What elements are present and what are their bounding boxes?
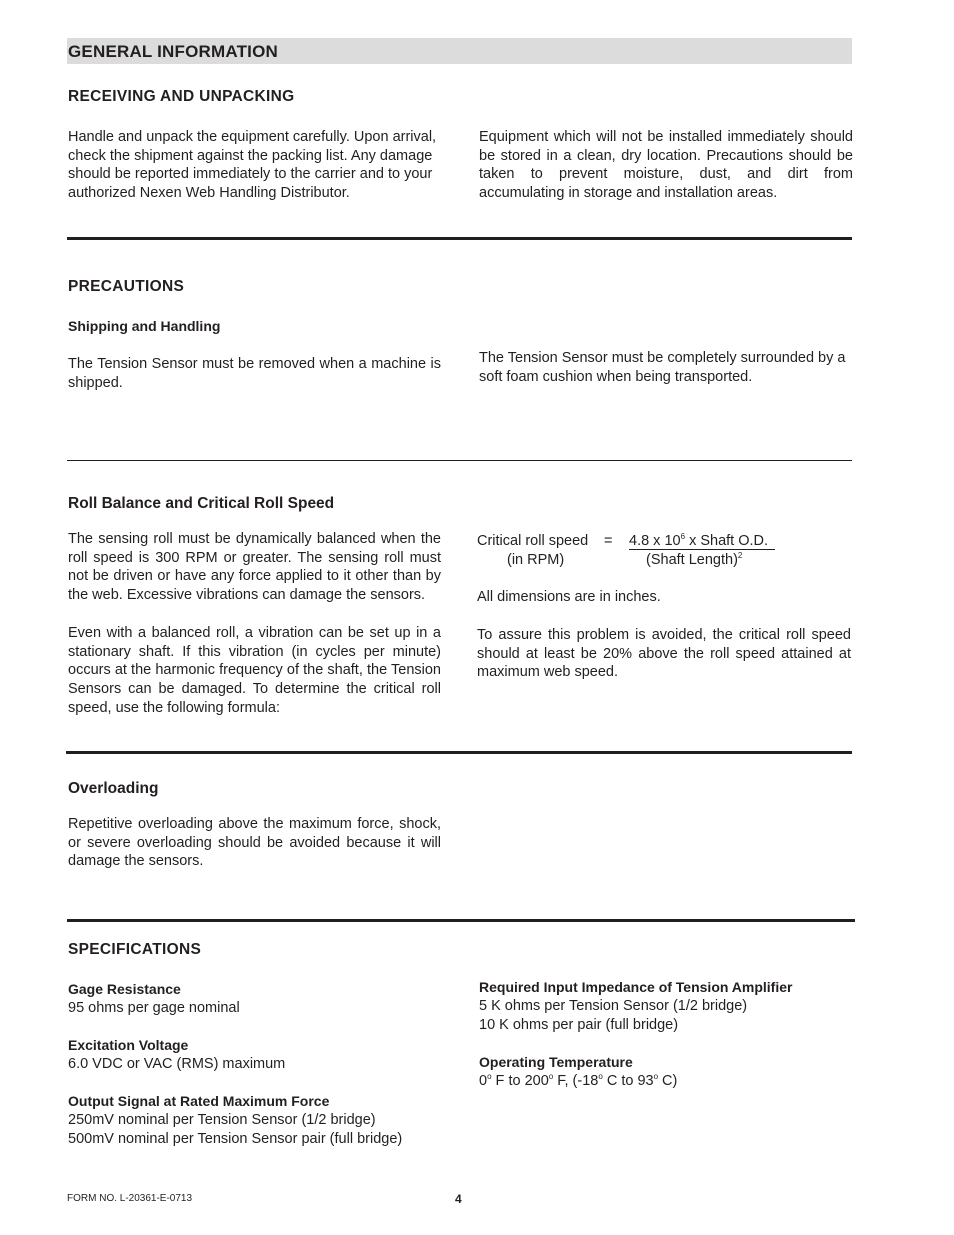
receiving-heading: RECEIVING AND UNPACKING bbox=[68, 88, 295, 105]
specifications-heading: SPECIFICATIONS bbox=[68, 941, 202, 958]
input-impedance-title: Required Input Impedance of Tension Amplifier bbox=[479, 979, 793, 995]
dimensions-note: All dimensions are in inches. bbox=[477, 589, 661, 605]
gage-resistance-title: Gage Resistance bbox=[68, 981, 181, 997]
section-divider bbox=[67, 919, 855, 922]
shipping-left-text: The Tension Sensor must be removed when a machine is shipped. bbox=[68, 356, 441, 391]
overloading-text: Repetitive overloading above the maximum force, shock, or severe overloading should be avoided because it will damage the sensors. bbox=[68, 816, 441, 870]
roll-balance-right-text: To assure this problem is avoided, the critical roll speed should at least be 20% above the roll speed attained at maximum web speed. bbox=[477, 627, 851, 681]
roll-balance-heading: Roll Balance and Critical Roll Speed bbox=[68, 495, 335, 512]
formula-lhs: Critical roll speed bbox=[477, 533, 589, 549]
section-divider bbox=[67, 237, 852, 240]
output-signal-value-1: 250mV nominal per Tension Sensor (1/2 bridge) bbox=[68, 1112, 376, 1128]
roll-balance-text-2: Even with a balanced roll, a vibration can be set up in a stationary shaft. If this vibration (in cycles per minute) occurs at the harmonic frequency of the shaft, the Tension Sensors can be damaged. To determine the critical roll speed, use the following formula: bbox=[68, 625, 441, 716]
gage-resistance-value: 95 ohms per gage nominal bbox=[68, 1000, 240, 1016]
overloading-heading: Overloading bbox=[68, 780, 159, 797]
formula-lhs-unit: (in RPM) bbox=[507, 552, 565, 568]
shipping-heading: Shipping and Handling bbox=[68, 318, 221, 334]
section-divider bbox=[66, 751, 852, 754]
section-divider-thin bbox=[67, 460, 852, 461]
formula-equals: = bbox=[604, 533, 613, 549]
page-title: GENERAL INFORMATION bbox=[68, 42, 278, 61]
page-number: 4 bbox=[455, 1192, 462, 1206]
receiving-left-text: Handle and unpack the equipment carefully. Upon arrival, check the shipment against the packing list. Any damage should be reported immediately to the carrier and to your authorized Nexen Web Handling Distributor. bbox=[68, 129, 437, 202]
operating-temperature-title: Operating Temperature bbox=[479, 1054, 633, 1070]
form-number: FORM NO. L-20361-E-0713 bbox=[67, 1193, 193, 1204]
output-signal-title: Output Signal at Rated Maximum Force bbox=[68, 1093, 330, 1109]
spec-left-column bbox=[68, 980, 468, 1149]
formula-fraction-bar bbox=[629, 549, 775, 550]
input-impedance-value-1: 5 K ohms per Tension Sensor (1/2 bridge) bbox=[479, 998, 748, 1014]
formula-denominator: (Shaft Length)$^2$ bbox=[646, 551, 743, 568]
spec-right-column bbox=[479, 978, 879, 1091]
receiving-right-text: Equipment which will not be installed immediately should be stored in a clean, dry location. Precautions should be taken to prevent moisture, dust, and dirt from accumulating in storage and installation areas. bbox=[479, 129, 853, 202]
operating-temperature-value: 0$^o$ F to 200$^o$ F, (-18$^o$ C to 93$^o$ C) bbox=[479, 1072, 678, 1089]
precautions-heading: PRECAUTIONS bbox=[68, 278, 185, 295]
excitation-voltage-title: Excitation Voltage bbox=[68, 1037, 189, 1053]
shipping-right-text: The Tension Sensor must be completely surrounded by a soft foam cushion when being transported. bbox=[479, 350, 846, 385]
roll-balance-text-1: The sensing roll must be dynamically balanced when the roll speed is 300 RPM or greater. The sensing roll must not be driven or have any force applied to it other than by the web. Excessive vibrations can damage the sensors. bbox=[68, 531, 441, 604]
output-signal-value-2: 500mV nominal per Tension Sensor pair (full bridge) bbox=[68, 1131, 403, 1147]
formula-numerator: 4.8 x $10^6$ x Shaft O.D. bbox=[629, 532, 769, 549]
input-impedance-value-2: 10 K ohms per pair (full bridge) bbox=[479, 1017, 679, 1033]
excitation-voltage-value: 6.0 VDC or VAC (RMS) maximum bbox=[68, 1056, 286, 1072]
